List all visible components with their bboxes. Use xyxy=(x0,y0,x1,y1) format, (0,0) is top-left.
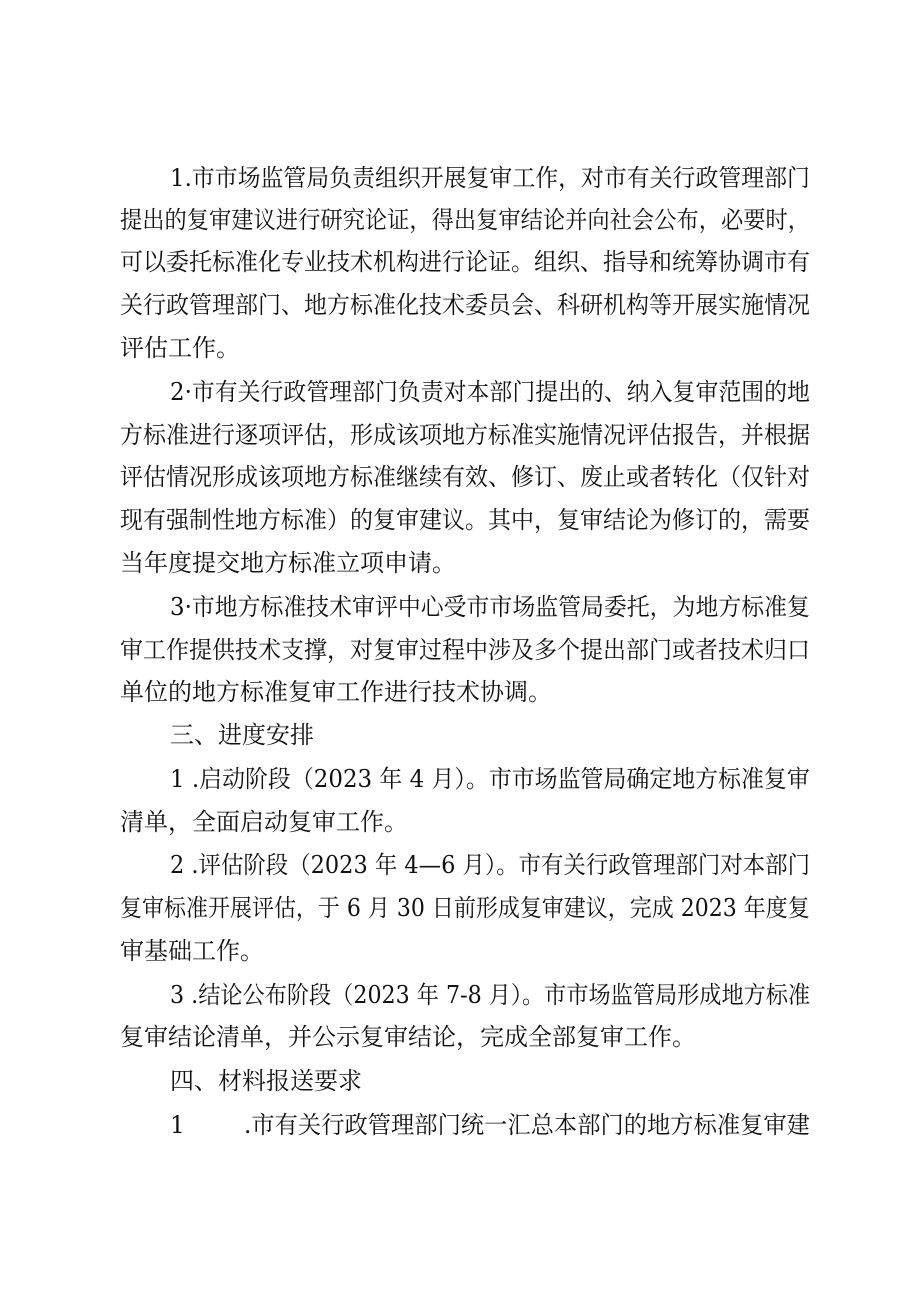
paragraph-1-line-4: 关行政管理部门、地方标准化技术委员会、科研机构等开展实施情况 xyxy=(120,291,810,319)
paragraph-1-line-5: 评估工作。 xyxy=(120,334,240,362)
paragraph-3-line-3: 单位的地方标准复审工作进行技术协调。 xyxy=(120,678,552,706)
paragraph-2-line-3: 评估情况形成该项地方标准继续有效、修订、废止或者转化（仅针对 xyxy=(120,463,810,491)
paragraph-3-line-2: 审工作提供技术支撑，对复审过程中涉及多个提出部门或者技术归口 xyxy=(120,636,810,664)
schedule-item-2-line-1: 2 .评估阶段（2023 年 4—6 月）。市有关行政管理部门对本部门 xyxy=(170,851,811,879)
paragraph-2-line-1: 2·市有关行政管理部门负责对本部门提出的、纳入复审范围的地 xyxy=(170,378,810,406)
paragraph-2-line-2: 方标准进行逐项评估，形成该项地方标准实施情况评估报告，并根据 xyxy=(120,421,810,449)
materials-item-1-line-1: 1 .市有关行政管理部门统一汇总本部门的地方标准复审建 xyxy=(170,1111,810,1139)
section-heading-schedule: 三、进度安排 xyxy=(170,721,314,749)
paragraph-1-line-2: 提出的复审建议进行研究论证，得出复审结论并向社会公布，必要时， xyxy=(120,206,810,234)
paragraph-3-line-1: 3·市地方标准技术审评中心受市市场监管局委托，为地方标准复 xyxy=(170,593,810,621)
schedule-item-3-line-1: 3 .结论公布阶段（2023 年 7-8 月）。市市场监管局形成地方标准 xyxy=(170,981,811,1009)
paragraph-2-line-5: 当年度提交地方标准立项申请。 xyxy=(120,549,456,577)
paragraph-1-line-1: 1.市市场监管局负责组织开展复审工作，对市有关行政管理部门 xyxy=(170,164,810,192)
schedule-item-2-line-2: 复审标准开展评估，于 6 月 30 日前形成复审建议，完成 2023 年度复 xyxy=(120,894,810,922)
schedule-item-1-line-1: 1 .启动阶段（2023 年 4 月）。市市场监管局确定地方标准复审 xyxy=(170,765,810,793)
schedule-item-2-line-3: 审基础工作。 xyxy=(120,937,264,965)
paragraph-1-line-3: 可以委托标准化专业技术机构进行论证。组织、指导和统筹协调市有 xyxy=(120,248,810,276)
schedule-item-3-line-2: 复审结论清单，并公示复审结论，完成全部复审工作。 xyxy=(120,1023,696,1051)
schedule-item-1-line-2: 清单，全面启动复审工作。 xyxy=(120,808,408,836)
paragraph-2-line-4: 现有强制性地方标准）的复审建议。其中，复审结论为修订的，需要 xyxy=(120,506,810,534)
section-heading-materials: 四、材料报送要求 xyxy=(170,1067,362,1095)
